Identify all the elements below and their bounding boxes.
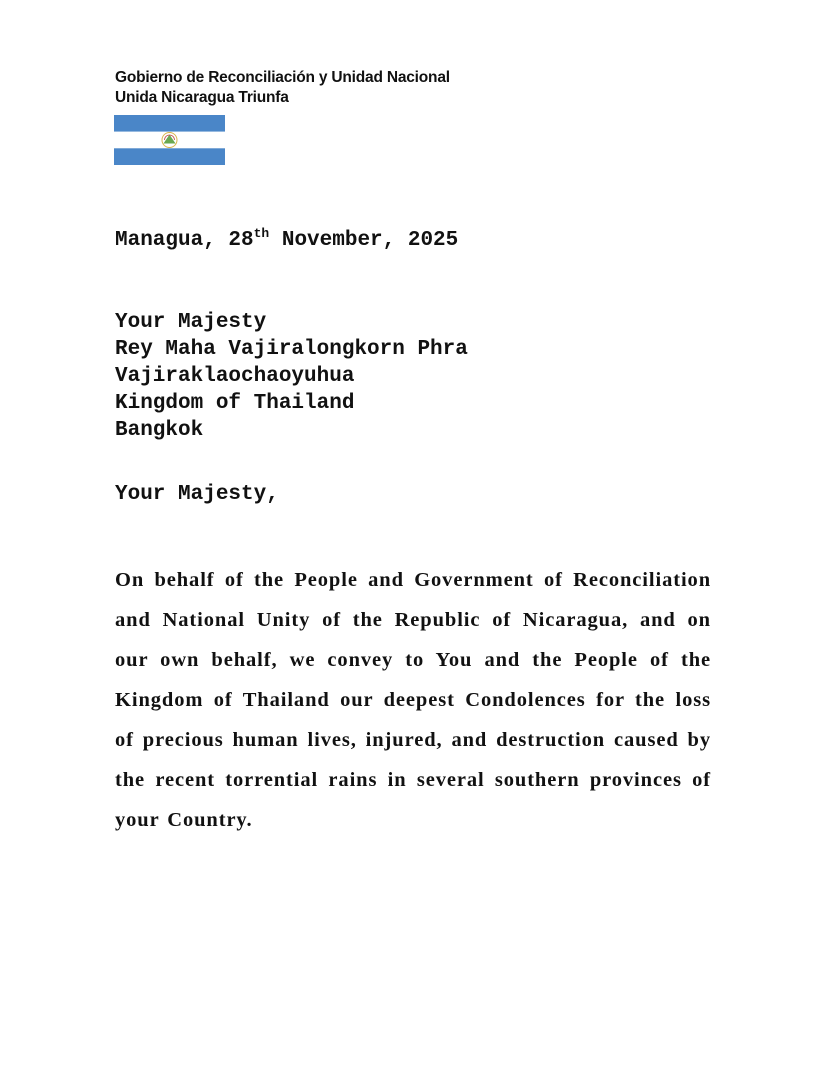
letterhead-slogan: Unida Nicaragua Triunfa (115, 89, 289, 106)
recipient-line-3: Vajiraklaochaoyuhua (115, 365, 355, 388)
letterhead (115, 68, 450, 108)
flag-top-stripe (114, 115, 225, 132)
letterhead-government-name: Gobierno de Reconciliación y Unidad Nacional (115, 69, 450, 86)
recipient-address (115, 309, 468, 444)
recipient-line-5: Bangkok (115, 419, 204, 442)
flag-bottom-stripe (114, 148, 225, 165)
recipient-line-1: Your Majesty (115, 311, 267, 334)
date-ordinal-suffix: th (253, 226, 270, 241)
letter-date (115, 228, 458, 255)
letter-body: On behalf of the People and Government of Reconciliation and National Unity of the Republic of Nicaragua, and on our own behalf, we convey to You and the People of the Kingdom of Thailand our deepest Condolences for the loss of precious human lives, injured, and destruction caused by the recent torrential rains in several southern provinces of your Country. (115, 569, 711, 831)
date-prefix: Managua, 28 (115, 229, 254, 252)
date-rest: November, 2025 (269, 229, 459, 252)
recipient-line-2: Rey Maha Vajiralongkorn Phra (115, 338, 468, 361)
recipient-line-4: Kingdom of Thailand (115, 392, 355, 415)
salutation: Your Majesty, (115, 483, 279, 506)
nicaragua-flag-icon (114, 115, 225, 165)
